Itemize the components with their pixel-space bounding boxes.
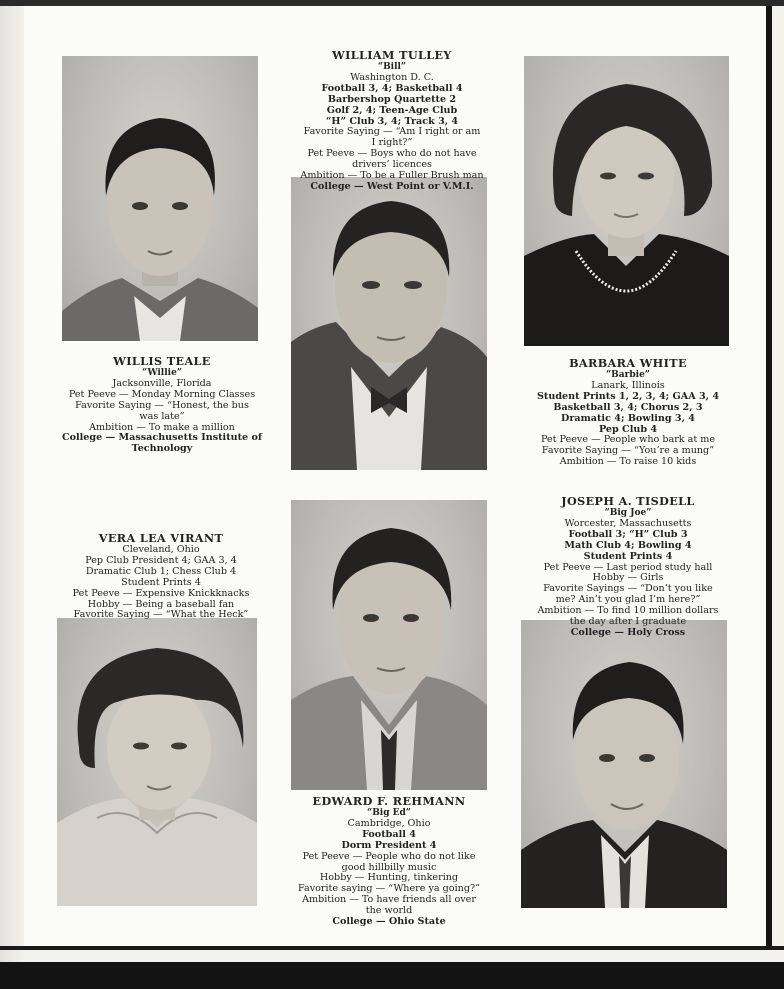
photo-william-tulley (291, 177, 487, 470)
bio-line: Student Prints 4 (121, 576, 201, 588)
bio-line: Lanark, Illinois (591, 379, 665, 391)
bio-line: was late” (139, 410, 185, 422)
top-border (0, 0, 784, 6)
bio-line: Pet Peeve — People who do not like (302, 850, 476, 862)
bio-line: the day after I graduate (569, 616, 687, 628)
bio-line: me? Ain’t you glad I’m here?” (555, 594, 701, 606)
bio-line: Ambition — To have friends all over (302, 894, 476, 906)
bottom-rule (0, 946, 784, 950)
bio-line: Golf 2, 4; Teen-Age Club (326, 104, 458, 116)
bio-line: Pep Club President 4; GAA 3, 4 (85, 554, 237, 566)
bio-line: Student Prints 1, 2, 3, 4; GAA 3, 4 (536, 390, 720, 402)
bio-line: College — West Point or V.M.I. (310, 180, 474, 192)
photo-willis-teale (62, 56, 258, 341)
photo-barbara-white (524, 56, 729, 346)
student-bio-vera-lea-virant (44, 531, 278, 621)
student-nickname: “Bill” (377, 62, 407, 72)
student-name: WILLIS TEALE (113, 354, 211, 368)
bio-line: Favorite Saying — “You’re a mung” (541, 445, 715, 457)
student-bio-joseph-tisdell (508, 494, 748, 639)
bio-line: Washington D. C. (350, 71, 434, 83)
bio-line: Favorite Saying — “Am I right or am (303, 126, 481, 138)
bio-line: Football 3; “H” Club 3 (568, 528, 688, 540)
bottom-band (0, 962, 784, 989)
bio-line: Math Club 4; Bowling 4 (564, 539, 692, 551)
student-bio-barbara-white (512, 356, 744, 468)
student-bio-willis-teale (47, 354, 277, 455)
photo-vera-lea-virant (57, 618, 257, 906)
student-name: WILLIAM TULLEY (332, 48, 452, 62)
bio-line: Favorite saying — “Where ya going?” (297, 883, 481, 895)
bio-line: Jacksonville, Florida (112, 377, 212, 389)
bio-line: Hobby — Being a baseball fan (87, 598, 235, 610)
bio-line: the world (365, 905, 413, 917)
bio-line: good hillbilly music (341, 861, 437, 873)
bio-line: Dramatic 4; Bowling 3, 4 (561, 412, 695, 424)
bio-line: Pet Peeve — Boys who do not have (307, 148, 477, 160)
bio-line: Ambition — To raise 10 kids (559, 456, 697, 468)
student-nickname: “Big Ed” (367, 808, 411, 818)
bio-line: Technology (131, 443, 193, 455)
bio-line: Pet Peeve — Expensive Knickknacks (72, 587, 250, 599)
bio-line: Hobby — Hunting, tinkering (319, 872, 459, 884)
student-bio-william-tulley (277, 48, 507, 193)
bio-line: College — Massachusetts Institute of (61, 432, 263, 444)
bio-line: Barbershop Quartette 2 (327, 93, 457, 105)
student-nickname: “Big Joe” (604, 508, 652, 518)
bio-line: College — Holy Cross (570, 626, 686, 638)
bio-line: Pet Peeve — People who bark at me (540, 434, 716, 446)
bio-line: Favorite Saying — “Honest, the bus (75, 399, 249, 411)
student-name: JOSEPH A. TISDELL (561, 494, 695, 508)
photo-joseph-tisdell (521, 620, 727, 908)
bio-line: drivers’ licences (352, 159, 432, 171)
student-nickname: “Willie” (142, 368, 182, 378)
bio-line: I right?” (371, 137, 413, 149)
bio-line: Worcester, Massachusetts (564, 517, 692, 529)
bio-line: Ambition — To make a million (89, 421, 235, 433)
bio-line: Pet Peeve — Last period study hall (543, 561, 713, 573)
bio-line: Basketball 3, 4; Chorus 2, 3 (553, 401, 703, 413)
bio-line: Football 3, 4; Basketball 4 (321, 82, 463, 94)
page-gutter (0, 0, 24, 989)
student-name: VERA LEA VIRANT (98, 531, 224, 545)
student-name: EDWARD F. REHMANN (312, 794, 466, 808)
bio-line: Pet Peeve — Monday Morning Classes (68, 388, 256, 400)
student-nickname: “Barbie” (606, 370, 650, 380)
bio-line: Pep Club 4 (598, 423, 658, 435)
bio-line: Hobby — Girls (592, 572, 664, 584)
bio-line: Football 4 (362, 828, 416, 840)
bio-line: College — Ohio State (332, 916, 446, 928)
bio-line: Favorite Sayings — “Don’t you like (543, 583, 713, 595)
bio-line: Dorm President 4 (341, 839, 437, 851)
bio-line: Cleveland, Ohio (122, 544, 200, 555)
bio-line: Ambition — To be a Fuller Brush man (300, 170, 484, 182)
student-name: BARBARA WHITE (569, 356, 687, 370)
bio-line: Cambridge, Ohio (347, 817, 431, 829)
bio-line: Favorite Saying — “What the Heck” (73, 609, 249, 621)
bio-line: “H” Club 3, 4; Track 3, 4 (325, 115, 459, 127)
bio-line: Student Prints 4 (583, 550, 673, 562)
photo-edward-rehmann (291, 500, 487, 790)
student-bio-edward-rehmann (272, 794, 506, 928)
bio-line: Ambition — To find 10 million dollars (537, 605, 719, 617)
bio-line: Dramatic Club 1; Chess Club 4 (85, 565, 237, 577)
